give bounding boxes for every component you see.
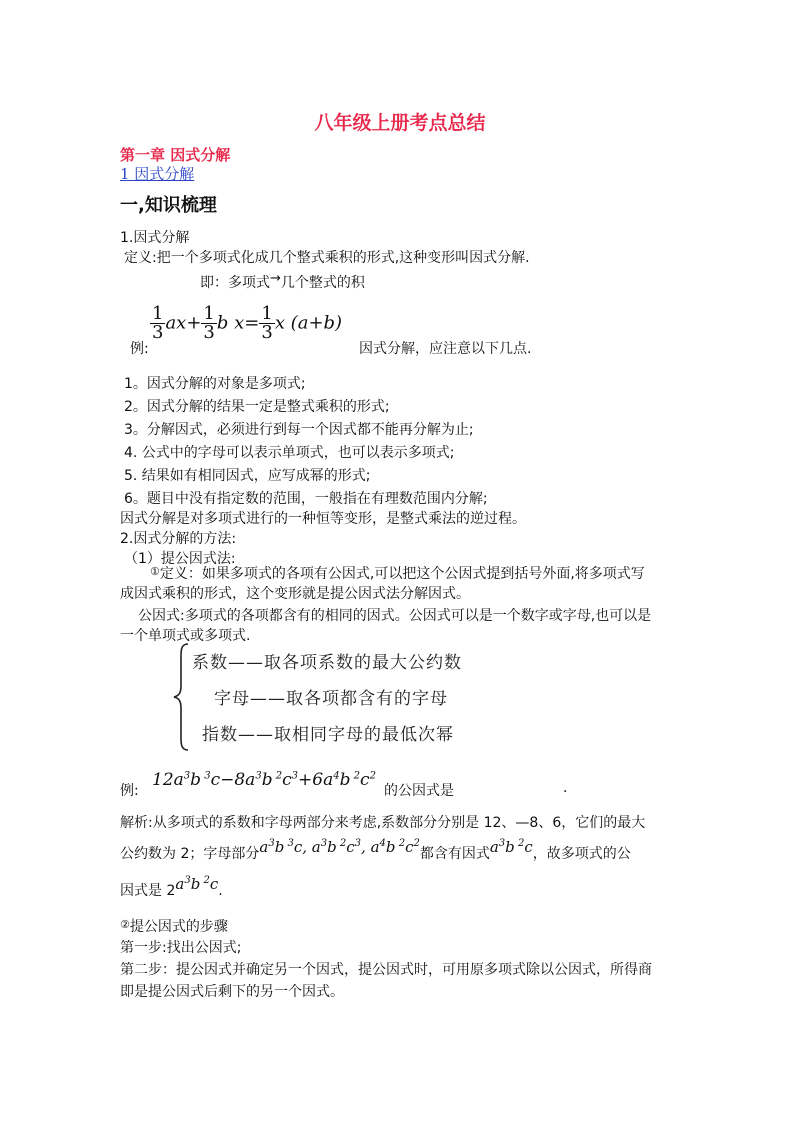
analysis-line1: 解析:从多项式的系数和字母两部分来考虑,系数部分分别是 12、—8、6，它们的最大 [120,815,646,831]
example-formula: $\frac{1}{3}$ ax+ $\frac{1}{3}$ b x= $\frac{1}{3}$ x (a+b) [152,303,343,343]
analysis-text-d: 因式是 2 [120,883,176,899]
common-factor-line2: 一个单项式或多项式. [120,628,251,644]
method-1: （1）提公因式法: [124,551,236,567]
step-1: 第一步:找出公因式; [120,940,242,956]
example-label: 例: [130,341,149,357]
steps-title: ②提公因式的步骤 [120,918,228,935]
list-item: 2。因式分解的结果一定是整式乘积的形式; [124,399,390,415]
factorization-definition: 定义:把一个多项式化成几个整式乘积的形式,这种变形叫因式分解. [124,250,530,266]
brace-rule-coefficient: 系数——取各项系数的最大公约数 [192,653,462,673]
analysis-text-a: 公约数为 2；字母部分 [120,846,260,862]
analysis-letter-parts: $a^3b$ $^3$c, $a^3b$ $^2c^3$, $a^4b$ $^2c^2$ [259,838,420,856]
example-suffix: 因式分解，应注意以下几点. [359,341,532,357]
brace-rule-letter: 字母——取各项都含有的字母 [214,689,448,709]
analysis-text-b: 都含有因式 [419,846,490,862]
list-item: 6。题目中没有指定数的范围，一般指在有理数范围内分解; [124,491,488,507]
analysis-result-factor: $a^3b$ $^2$c [175,875,219,893]
example2-suffix: 的公因式是 [384,783,454,799]
chapter-heading: 第一章 因式分解 [120,146,231,164]
steps-title-text: 提公因式的步骤 [129,919,228,935]
definition-ie [200,272,365,292]
brace-rule-exponent: 指数——取相同字母的最低次幂 [202,725,454,745]
arrow-icon: → [270,271,281,286]
example2-formula: $12a^3b$ $^3c-8a^3b$ $^2c^3+6a^4b$ $^2c^2$ [152,770,376,790]
ie-text-2: 几个整式的积 [280,275,365,291]
analysis-line2 [120,838,631,863]
factorization-subtitle: 1.因式分解 [120,230,190,246]
brace-icon [172,640,192,755]
step-2-line1: 第二步：提公因式并确定另一个因式，提公因式时，可用原多项式除以公因式，所得商 [120,962,652,978]
gcf-definition-line2: 成因式乘积的形式，这个变形就是提公因式法分解因式。 [120,586,470,602]
summary-text: 因式分解是对多项式进行的一种恒等变形，是整式乘法的逆过程。 [120,511,526,527]
example2-label: 例: [120,783,139,799]
analysis-text-e: . [218,883,223,899]
section-heading: 一,知识梳理 [120,195,217,216]
example2-blank: . [563,780,568,796]
page-title: 八年级上册考点总结 [314,112,486,134]
ie-text: 即：多项式 [200,275,270,291]
definition-mark: ①定义：如果多项式的各项有公因式,可以把这个公因式提到括号外面,将多项式写 [150,565,645,582]
section-link[interactable]: 1 因式分解 [120,165,195,183]
step-2-line2: 即是提公因式后剩下的另一个因式。 [120,984,344,1000]
method-title: 2.因式分解的方法: [120,531,237,547]
list-item: 1。因式分解的对象是多项式; [124,376,306,392]
list-item: 3。分解因式，必须进行到每一个因式都不能再分解为止; [124,422,474,438]
analysis-line3 [120,875,223,900]
gcf-definition-line1: 定义：如果多项式的各项有公因式,可以把这个公因式提到括号外面,将多项式写 [159,566,645,582]
gcf-rules-brace [172,640,512,755]
list-item: 5. 结果如有相同因式，应写成幂的形式; [124,468,371,484]
analysis-text-c: ，故多项式的公 [532,846,631,862]
common-factor-line1: 公因式:多项式的各项都含有的相同的因式。公因式可以是一个数字或字母,也可以是 [138,608,652,624]
analysis-common-factor: $a^3b$ $^2$c [489,838,533,856]
list-item: 4. 公式中的字母可以表示单项式，也可以表示多项式; [124,445,455,461]
